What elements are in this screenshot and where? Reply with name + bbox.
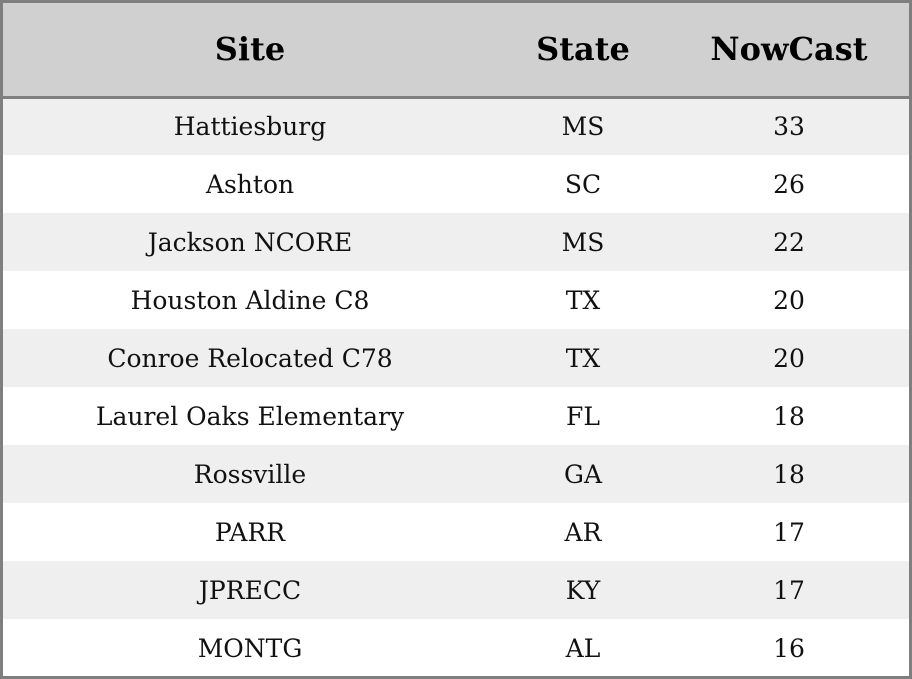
cell-state: MS [561, 112, 605, 142]
header-row [3, 3, 909, 97]
cell-nowcast: 20 [773, 343, 805, 373]
column-header-nowcast: NowCast [669, 3, 909, 97]
cell-nowcast: 18 [773, 401, 805, 431]
cell-nowcast: 16 [773, 633, 805, 663]
cell-site: Ashton [205, 169, 295, 199]
cell-state: KY [565, 575, 601, 605]
column-header-site: Site [3, 3, 497, 97]
cell-site: PARR [214, 517, 286, 547]
cell-state: FL [566, 401, 600, 431]
table-row [3, 503, 909, 561]
table-row [3, 619, 909, 677]
cell-nowcast: 22 [773, 227, 805, 257]
cell-site: Rossville [193, 459, 307, 489]
cell-site: JPRECC [198, 575, 302, 605]
table-row [3, 97, 909, 155]
table-row [3, 271, 909, 329]
cell-site: Jackson NCORE [147, 227, 353, 257]
table-row [3, 213, 909, 271]
cell-state: MS [561, 227, 605, 257]
cell-state: TX [565, 285, 601, 315]
table-header [3, 3, 909, 97]
nowcast-table [3, 3, 909, 677]
column-header-state: State [497, 3, 669, 97]
cell-site: Conroe Relocated C78 [107, 343, 393, 373]
cell-state: TX [565, 343, 601, 373]
cell-state: AL [565, 633, 601, 663]
cell-nowcast: 17 [773, 575, 805, 605]
cell-state: GA [563, 459, 603, 489]
table-row [3, 445, 909, 503]
cell-site: Houston Aldine C8 [130, 285, 370, 315]
cell-state: AR [564, 517, 602, 547]
table-row [3, 155, 909, 213]
cell-nowcast: 33 [773, 112, 805, 142]
cell-nowcast: 20 [773, 285, 805, 315]
table-row [3, 561, 909, 619]
cell-nowcast: 17 [773, 517, 805, 547]
cell-nowcast: 26 [773, 169, 805, 199]
cell-site: Laurel Oaks Elementary [95, 401, 405, 431]
cell-nowcast: 18 [773, 459, 805, 489]
cell-state: SC [564, 169, 602, 199]
cell-site: Hattiesburg [173, 112, 327, 142]
table-row [3, 387, 909, 445]
table-body [3, 97, 909, 677]
table-row [3, 329, 909, 387]
cell-site: MONTG [197, 633, 303, 663]
